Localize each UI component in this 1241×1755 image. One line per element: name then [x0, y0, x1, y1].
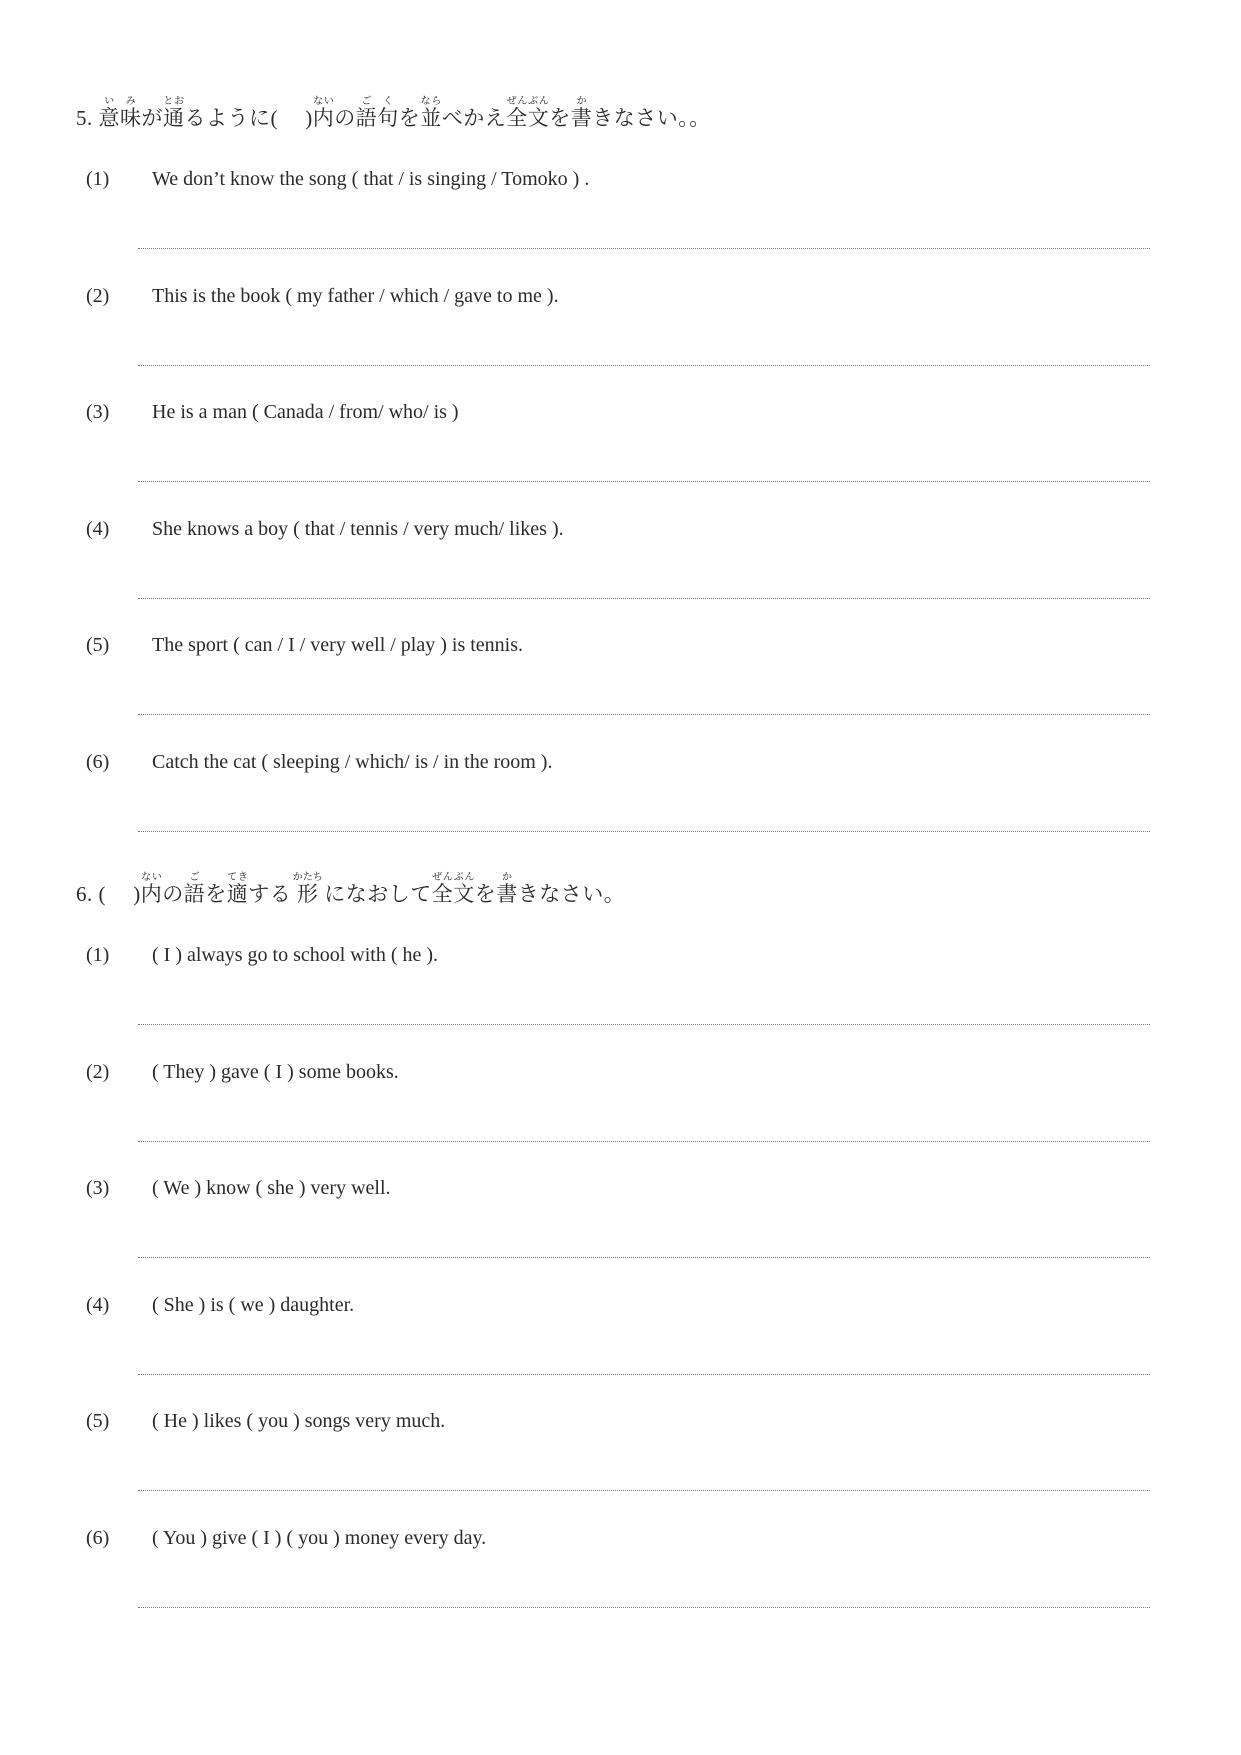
- furigana-word: 意い: [98, 96, 120, 130]
- question-text: She knows a boy ( that / tennis / very much/ likes ).: [152, 517, 564, 540]
- heading-text: ( ): [98, 882, 141, 906]
- furigana-reading: ご: [183, 872, 206, 883]
- question-number: (1): [86, 168, 110, 190]
- question-item: [0, 397, 1241, 514]
- question-number: (1): [86, 944, 110, 966]
- question-text: This is the book ( my father / which / gave to me ).: [152, 284, 559, 307]
- furigana-word: 書か: [570, 96, 593, 130]
- answer-line[interactable]: [138, 1257, 1150, 1258]
- question-number: (4): [86, 517, 110, 540]
- heading-text: を: [398, 106, 421, 130]
- question-text: ( She ) is ( we ) daughter.: [152, 1293, 355, 1316]
- furigana-word: 文ぶん: [527, 96, 550, 130]
- heading-text: する: [248, 882, 297, 906]
- heading-text: になおして: [318, 882, 432, 906]
- question-text: The sport ( can / I / very well / play ) is tennis.: [152, 634, 524, 656]
- answer-line[interactable]: [138, 248, 1150, 249]
- answer-line[interactable]: [138, 1024, 1150, 1025]
- furigana-word: 並なら: [420, 96, 442, 130]
- furigana-reading: ない: [140, 872, 163, 883]
- question-text: ( He ) likes ( you ) songs very much.: [152, 1410, 446, 1432]
- furigana-word: 全ぜん: [506, 96, 528, 130]
- heading-text: の: [162, 882, 184, 906]
- question-item: [0, 281, 1241, 398]
- heading-text: を: [474, 882, 497, 906]
- question-item: [0, 1290, 1241, 1407]
- furigana-reading: ぶん: [527, 96, 550, 107]
- heading-text: が: [141, 106, 163, 130]
- furigana-word: 内ない: [140, 872, 163, 906]
- question-item: [0, 630, 1241, 747]
- furigana-reading: ぜん: [506, 96, 528, 107]
- answer-line[interactable]: [138, 1607, 1150, 1608]
- section-instruction: [98, 96, 711, 130]
- furigana-reading: み: [120, 96, 142, 107]
- furigana-reading: なら: [420, 96, 442, 107]
- question-list: [0, 940, 1241, 1639]
- question-number: (6): [86, 750, 110, 773]
- question-item: [0, 1173, 1241, 1290]
- furigana-reading: ぜん: [431, 872, 454, 883]
- furigana-word: 文ぶん: [453, 872, 475, 906]
- question-text: Catch the cat ( sleeping / which/ is / in the room ).: [152, 750, 553, 773]
- question-number: (6): [86, 1526, 110, 1549]
- furigana-word: 句く: [377, 96, 399, 130]
- question-text: ( They ) gave ( I ) some books.: [152, 1060, 399, 1083]
- furigana-reading: てき: [226, 872, 249, 883]
- question-item: [0, 164, 1241, 281]
- question-item: [0, 514, 1241, 631]
- question-number: (3): [86, 1177, 110, 1199]
- question-item: [0, 747, 1241, 864]
- section-number: 6.: [76, 882, 93, 906]
- section-number: 5.: [76, 106, 93, 130]
- furigana-reading: ない: [312, 96, 335, 107]
- answer-line[interactable]: [138, 831, 1150, 832]
- question-number: (5): [86, 634, 110, 656]
- furigana-word: 味み: [120, 96, 142, 130]
- section-heading: [76, 96, 711, 138]
- question-list: [0, 164, 1241, 863]
- answer-line[interactable]: [138, 481, 1150, 482]
- question-text: We don’t know the song ( that / is singing / Tomoko ) .: [152, 168, 590, 190]
- question-number: (2): [86, 284, 110, 307]
- furigana-reading: ご: [355, 96, 378, 107]
- furigana-reading: とお: [163, 96, 185, 107]
- question-text: He is a man ( Canada / from/ who/ is ): [152, 401, 459, 423]
- heading-text: を: [205, 882, 227, 906]
- section-instruction: [98, 872, 626, 906]
- furigana-word: 適てき: [226, 872, 249, 906]
- answer-line[interactable]: [138, 714, 1150, 715]
- answer-line[interactable]: [138, 1490, 1150, 1491]
- furigana-reading: か: [496, 872, 518, 883]
- furigana-word: 語ご: [355, 96, 378, 130]
- question-item: [0, 1057, 1241, 1174]
- furigana-reading: ぶん: [453, 872, 475, 883]
- furigana-word: 内ない: [312, 96, 335, 130]
- furigana-reading: く: [377, 96, 399, 107]
- furigana-reading: かたち: [292, 872, 323, 883]
- heading-text: べかえ: [441, 106, 507, 130]
- question-number: (4): [86, 1293, 110, 1316]
- furigana-word: 通とお: [163, 96, 185, 130]
- answer-line[interactable]: [138, 1141, 1150, 1142]
- heading-text: の: [334, 106, 356, 130]
- answer-line[interactable]: [138, 365, 1150, 366]
- furigana-reading: か: [570, 96, 593, 107]
- heading-text: を: [549, 106, 571, 130]
- question-number: (2): [86, 1060, 110, 1083]
- heading-text: きなさい。: [517, 882, 626, 906]
- question-text: ( I ) always go to school with ( he ).: [152, 944, 439, 966]
- furigana-word: 書か: [496, 872, 518, 906]
- furigana-word: 全ぜん: [431, 872, 454, 906]
- heading-text: るように( ): [184, 106, 313, 130]
- question-text: ( You ) give ( I ) ( you ) money every day.: [152, 1526, 487, 1549]
- answer-line[interactable]: [138, 1374, 1150, 1375]
- question-text: ( We ) know ( she ) very well.: [152, 1177, 391, 1199]
- question-number: (5): [86, 1410, 110, 1432]
- heading-text: きなさい。。: [592, 106, 711, 130]
- furigana-word: 形かたち: [292, 872, 323, 906]
- answer-line[interactable]: [138, 598, 1150, 599]
- question-item: [0, 940, 1241, 1057]
- furigana-word: 語ご: [183, 872, 206, 906]
- question-number: (3): [86, 401, 110, 423]
- question-item: [0, 1523, 1241, 1640]
- question-item: [0, 1406, 1241, 1523]
- section-heading: [76, 872, 625, 914]
- furigana-reading: い: [98, 96, 120, 107]
